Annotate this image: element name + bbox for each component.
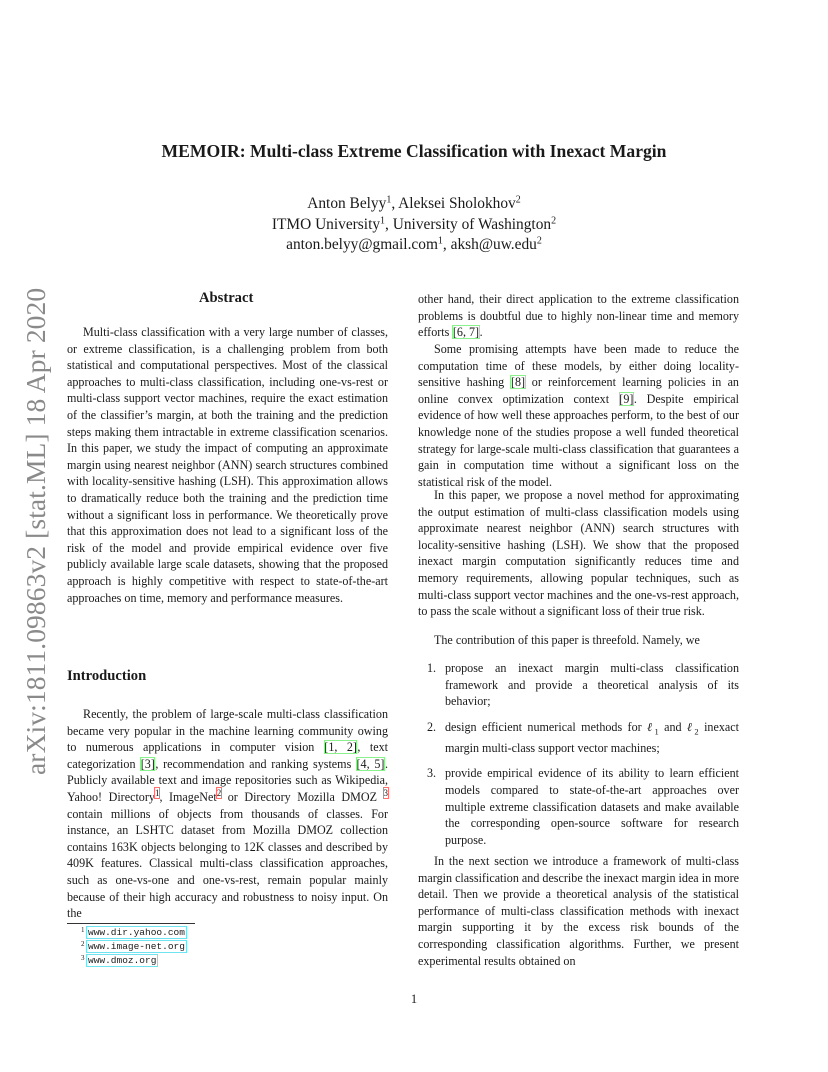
footnotes xyxy=(67,926,186,968)
author-1: Anton Belyy xyxy=(307,195,387,212)
affiliation-1: ITMO University xyxy=(271,215,381,233)
email-2[interactable]: , aksh@uw.edu xyxy=(442,236,537,253)
affiliation-2-mark: 2 xyxy=(551,215,557,226)
contribution-intro: The contribution of this paper is threefold. Namely, we xyxy=(434,633,700,647)
outline-paragraph: In the next section we introduce a framework of multi-class margin classification and describe the inexact margin idea in more detail. Then we provide a theoretical analysis of the statistical performance of multi-class classification methods with inexact margin supporting it by the excess risk bounds of the corresponding classification algorithms. Further, we present experimental results obtained on xyxy=(418,854,739,968)
footnote-ref[interactable]: 1 xyxy=(154,788,160,799)
abstract-heading: Abstract xyxy=(199,290,254,306)
author-2: , Aleksei Sholokhov xyxy=(391,195,516,212)
list-item: 3. provide empirical evidence of its ability to learn efficient models compared to state-of-the-art approaches over multiple extreme classification datasets and make available the corresponding open-source software for research purpose. xyxy=(427,766,739,847)
affiliation-1-mark: 1 xyxy=(380,215,386,226)
footnote-ref[interactable]: 2 xyxy=(216,788,222,799)
affiliations xyxy=(100,215,728,236)
citation-link[interactable]: [4, 5] xyxy=(356,756,385,771)
author-block xyxy=(100,194,728,256)
intro-continuation: other hand, their direct application to the extreme classification problems is doubtful due to highly non-linear time and memory efforts [6, 7]. xyxy=(418,292,739,340)
footnote-ref[interactable]: 3 xyxy=(383,788,388,799)
author-names xyxy=(100,194,728,215)
author-1-mark: 1 xyxy=(386,194,392,206)
introduction-heading: Introduction xyxy=(67,668,147,684)
footnote-divider xyxy=(67,923,195,924)
author-2-mark: 2 xyxy=(515,194,521,206)
paper-title: MEMOIR: Multi-class Extreme Classification with Inexact Margin xyxy=(161,141,667,161)
emails xyxy=(100,235,728,256)
affiliation-2: , University of Washington xyxy=(385,215,552,233)
list-item: 2. design efficient numerical methods for ℓ$_1$ and ℓ$_2$ inexact margin multi-class support vector machines; xyxy=(427,719,739,755)
citation-link[interactable]: [6, 7] xyxy=(452,325,480,340)
contribution-list xyxy=(418,660,739,857)
footnote-item: 2 www.image-net.org xyxy=(81,940,185,952)
introduction-paragraph: Recently, the problem of large-scale multi-class classification became very popular in the machine learning community owing to numerous applications in computer vision [1, 2], text categorization [3], recommendation and ranking systems [4, 5]. Publicly available text and image repositories such as Wikipedia, Yahoo! Directory$^1$, ImageNet$^2$ or Directory Mozilla DMOZ $^3$ contain millions of objects from thousands of classes. For instance, an LSHTC dataset from Mozilla DMOZ collection contains 163K objects belonging to 12K classes and described by 409K features. Classical multi-class classification approaches, such as one-vs-one and one-vs-rest, remain popular mainly because of their high accuracy and robustness to noisy input. On the xyxy=(67,707,388,921)
citation-link[interactable]: [9] xyxy=(619,391,634,406)
citation-link[interactable]: [3] xyxy=(140,756,155,771)
footnote-item: 3 www.dmoz.org xyxy=(81,954,157,966)
email-1-mark: 1 xyxy=(437,235,443,247)
footnote-item: 1 www.dir.yahoo.com xyxy=(81,926,185,938)
email-2-mark: 2 xyxy=(536,235,542,247)
email-1[interactable]: anton.belyy@gmail.com xyxy=(286,236,438,253)
footnote-url[interactable]: www.dir.yahoo.com xyxy=(88,927,185,938)
related-work-paragraph: Some promising attempts have been made to reduce the computation time of these models, by either doing locality-sensitive hashing [8] or reinforcement learning policies in an online convex optimization context [9]. Despite empirical evidence of how well these approaches perform, to the best of our knowledge none of the studies propose a well funded theoretical strategy for large-scale multi-class classification that guarantees a gain in computation time without a significant loss on the statistical risk of the model. xyxy=(418,342,739,489)
arxiv-identifier[interactable]: arXiv:1811.09863v2 [stat.ML] 18 Apr 2020 xyxy=(20,287,51,775)
list-item: 1. propose an inexact margin multi-class classification framework and provide a theoretical analysis of its behavior; xyxy=(427,661,739,709)
footnote-url[interactable]: www.image-net.org xyxy=(88,941,185,952)
proposal-paragraph: In this paper, we propose a novel method for approximating the output estimation of multi-class classification models using approximate nearest neighbor (ANN) search structures with locality-sensitive hashing (LSH). We show that the proposed inexact margin computation significantly reduces time and memory requirements, allowing popular techniques, such as multi-class support vector machines and the one-vs-rest approach, to pass the scale without a significant loss of their true risk. xyxy=(418,488,739,619)
citation-link[interactable]: [1, 2] xyxy=(324,740,357,755)
abstract-text: Multi-class classification with a very large number of classes, or extreme classification, is a challenging problem from both statistical and computational perspectives. Most of the classical approaches to multi-class classification, including one-vs-rest or multi-class support vector machines, require the exact estimation of the classifier’s margin, at both the training and the prediction steps making them intractable in extreme classification scenarios. In this paper, we study the impact of computing an approximate margin using nearest neighbor (ANN) search structures combined with locality-sensitive hashing (LSH). This approximation allows to dramatically reduce both the training and the prediction time without a significant loss in performance. We theoretically prove that this approximation does not lead to a significant loss of the risk of the model and provide empirical evidence over five publicly available large scale datasets, showing that the proposed approach is highly competitive with respect to state-of-the-art approaches on time, memory and performance measures. xyxy=(67,325,388,605)
citation-link[interactable]: [8] xyxy=(510,375,526,390)
footnote-url[interactable]: www.dmoz.org xyxy=(88,955,157,966)
page-number: 1 xyxy=(410,992,418,1006)
